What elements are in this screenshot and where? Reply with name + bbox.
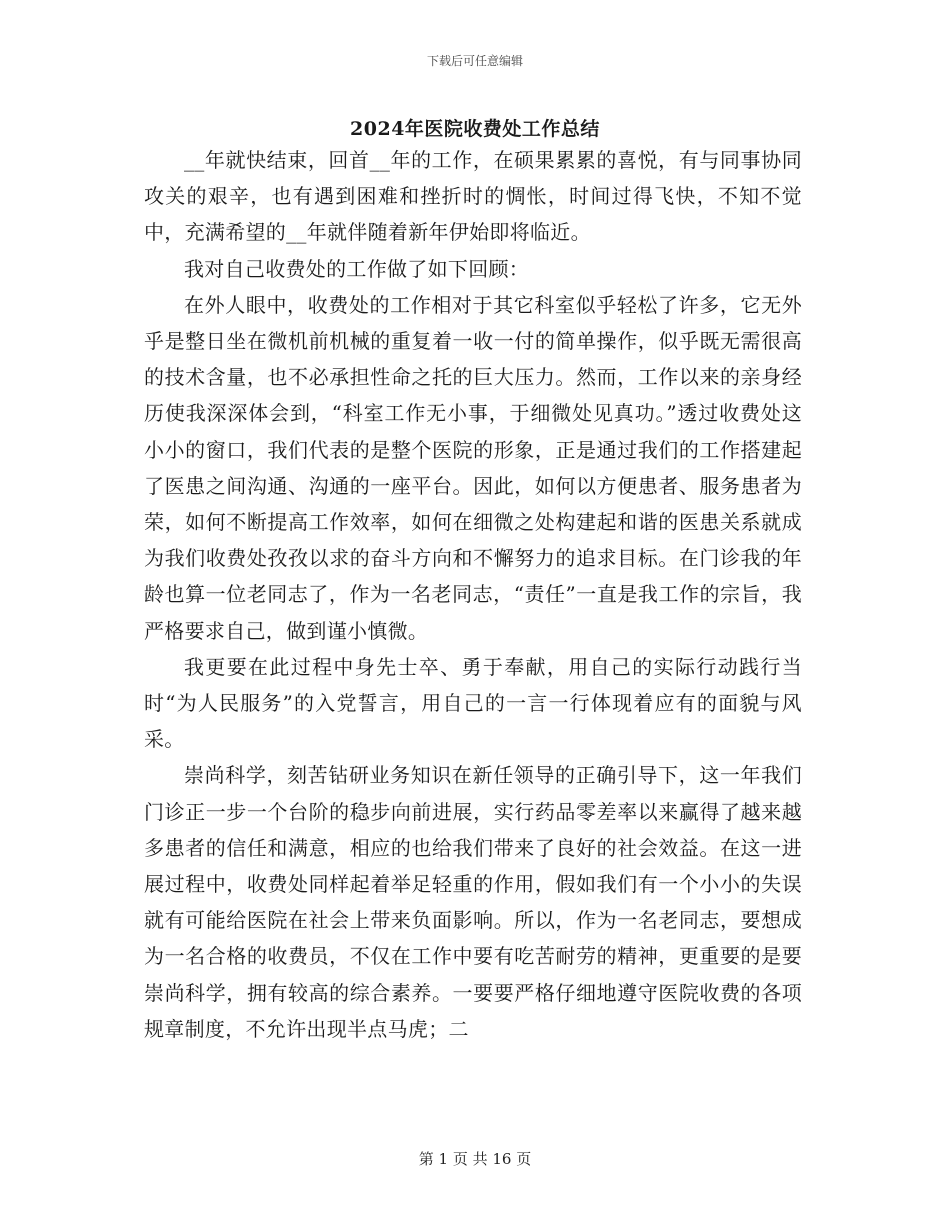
document-title: 2024年医院收费处工作总结: [350, 118, 600, 140]
paragraph-3: 在外人眼中，收费处的工作相对于其它科室似乎轻松了许多，它无外乎是整日坐在微机前机械的重复着一收一付的简单操作，似乎既无需很高的技术含量，也不必承担性命之托的巨大压力。然而，工作以来的亲身经历使我深深体会到，“科室工作无小事，于细微处见真功。”透过收费处这小小的窗口，我们代表的是整个医院的形象，正是通过我们的工作搭建起了医患之间沟通、沟通的一座平台。因此，如何以方便患者、服务患者为荣，如何不断提高工作效率，如何在细微之处构建起和谐的医患关系就成为我们收费处孜孜以求的奋斗方向和不懈努力的追求目标。在门诊我的年龄也算一位老同志了，作为一名老同志，“责任”一直是我工作的宗旨，我严格要求自己，做到谨小慎微。: [144, 292, 802, 643]
paragraph-2: 我对自己收费处的工作做了如下回顾：: [184, 256, 530, 281]
paragraph-1: __年就快结束，回首__年的工作，在硕果累累的喜悦，有与同事协同攻关的艰辛，也有遇到困难和挫折时的惆怅，时间过得飞快，不知不觉中，充满希望的__年就伴随着新年伊始即将临近。: [144, 148, 802, 245]
paragraph-4: 我更要在此过程中身先士卒、勇于奉献，用自己的实际行动践行当时“为人民服务”的入党誓言，用自己的一言一行体现着应有的面貌与风采。: [144, 654, 802, 752]
page-number-footer: 第 1 页 共 16 页: [418, 1150, 532, 1168]
page-header-note: 下载后可任意编辑: [426, 54, 523, 68]
document-body: [144, 142, 802, 1047]
paragraph-5: 崇尚科学，刻苦钻研业务知识在新任领导的正确引导下，这一年我们门诊正一步一个台阶的稳步向前进展，实行药品零差率以来赢得了越来越多患者的信任和满意，相应的也给我们带来了良好的社会效益。在这一进展过程中，收费处同样起着举足轻重的作用，假如我们有一个小小的失误就有可能给医院在社会上带来负面影响。所以，作为一名老同志，要想成为一名合格的收费员，不仅在工作中要有吃苦耐劳的精神，更重要的是要崇尚科学，拥有较高的综合素养。一要要严格仔细地遵守医院收费的各项规章制度，不允许出现半点马虎；二: [144, 763, 802, 1041]
